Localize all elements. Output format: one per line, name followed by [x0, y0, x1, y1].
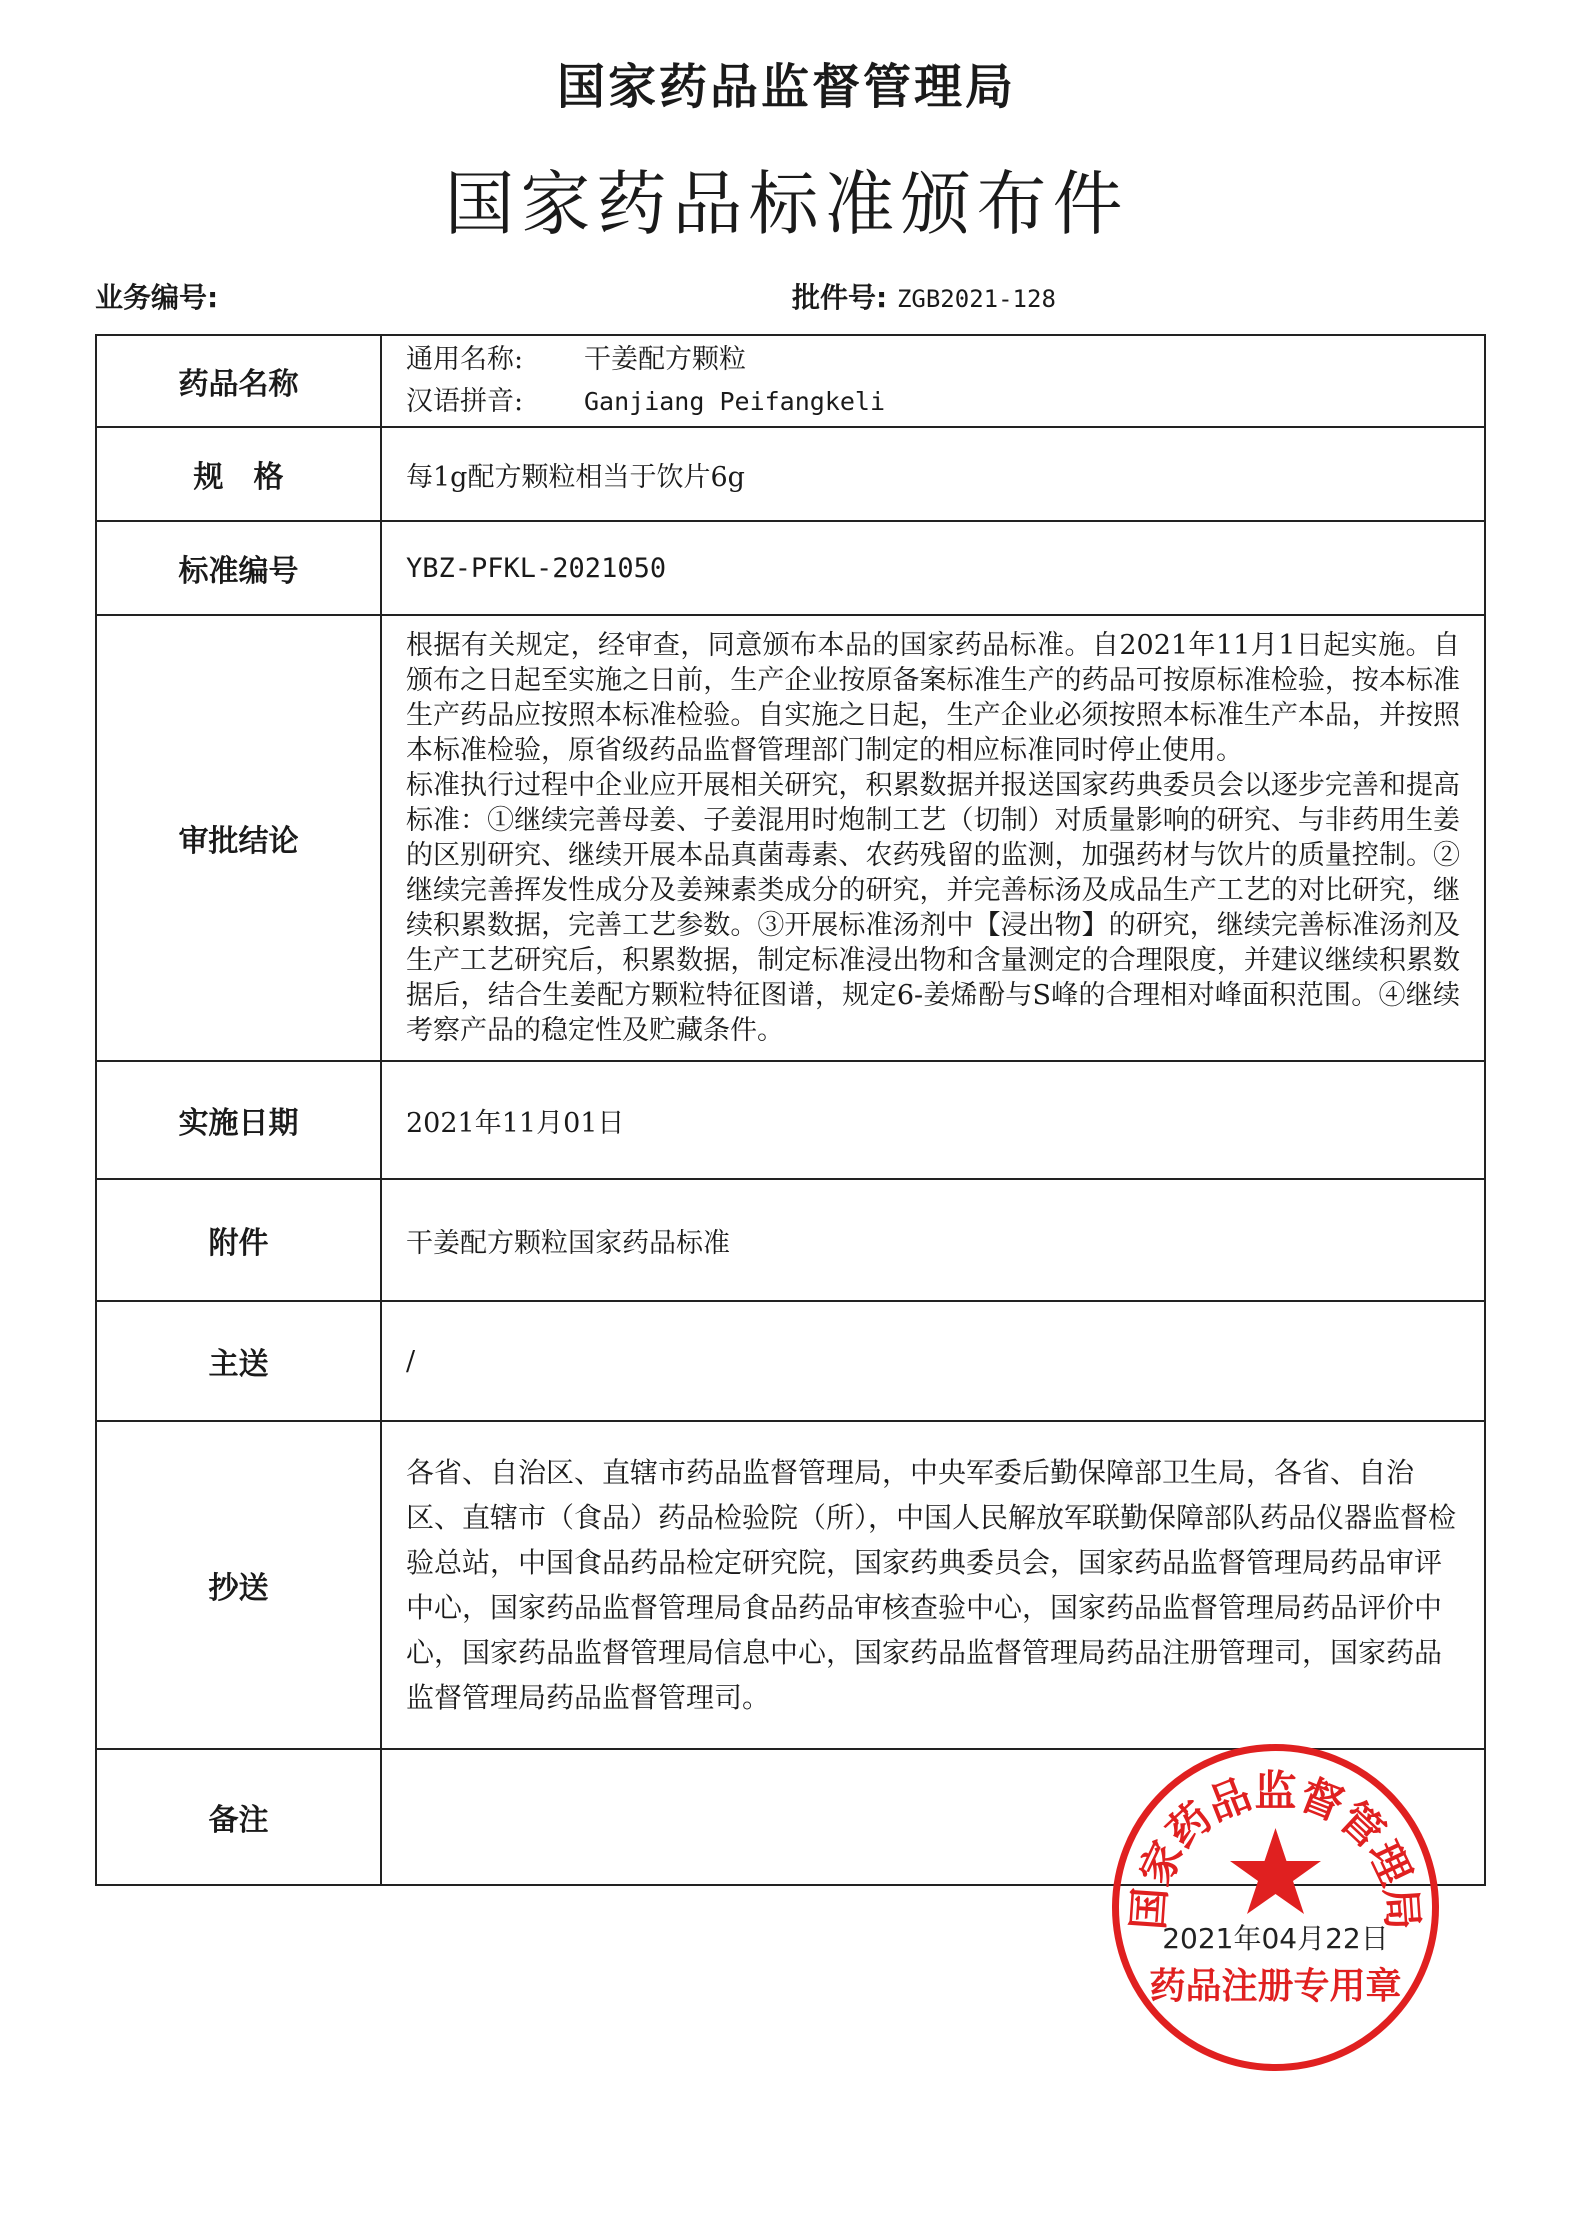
- business-number-label: 业务编号:: [95, 281, 219, 314]
- document-title: 国家药品标准颁布件: [444, 163, 1129, 245]
- main-send-label: 主送: [96, 1301, 381, 1421]
- seal-graphic: [1108, 1740, 1443, 2075]
- seal-ring-text: 国家药品监督管理局: [1123, 1766, 1428, 1932]
- issuing-agency: 国家药品监督管理局: [556, 59, 1016, 115]
- conclusion-cell: [381, 615, 1485, 1061]
- row-conclusion: [96, 615, 1485, 1061]
- cc-label: 抄送: [96, 1421, 381, 1749]
- official-seal: [1108, 1740, 1443, 2075]
- spec-label: 规 格: [96, 427, 381, 521]
- spec-value: 每1g配方颗粒相当于饮片6g: [381, 427, 1485, 521]
- cc-value: 各省、自治区、直辖市药品监督管理局，中央军委后勤保障部卫生局，各省、自治区、直辖市（食品）药品检验院（所），中国人民解放军联勤保障部队药品仪器监督检验总站，中国食品药品检定研究院，国家药典委员会，国家药品监督管理局药品审评中心，国家药品监督管理局食品药品审核查验中心，国家药品监督管理局药品评价中心，国家药品监督管理局信息中心，国家药品监督管理局药品注册管理司，国家药品监督管理局药品监督管理司。: [406, 1456, 1457, 1714]
- pinyin-value: Ganjiang Peifangkeli: [584, 387, 886, 416]
- approval-form-table: [95, 334, 1486, 1886]
- row-main-send: [96, 1301, 1485, 1421]
- row-effective-date: [96, 1061, 1485, 1179]
- generic-name-line: [406, 339, 1460, 381]
- drug-name-label: 药品名称: [96, 335, 381, 427]
- conclusion-label: 审批结论: [96, 615, 381, 1061]
- cc-cell: [381, 1421, 1485, 1749]
- effective-date-label: 实施日期: [96, 1061, 381, 1179]
- seal-date: 2021年04月22日: [1162, 1922, 1389, 1955]
- remarks-label: 备注: [96, 1749, 381, 1885]
- generic-name-value: 干姜配方颗粒: [584, 344, 746, 375]
- approval-number-value: ZGB2021-128: [896, 285, 1056, 313]
- main-send-value: /: [381, 1301, 1485, 1421]
- drug-name-cell: [381, 335, 1485, 427]
- pinyin-label: 汉语拼音:: [406, 386, 524, 417]
- row-standard-number: [96, 521, 1485, 615]
- conclusion-paragraph-2: 标准执行过程中企业应开展相关研究，积累数据并报送国家药典委员会以逐步完善和提高标准：①继续完善母姜、子姜混用时炮制工艺（切制）对质量影响的研究、与非药用生姜的区别研究、继续开展本品真菌毒素、农药残留的监测，加强药材与饮片的质量控制。②继续完善挥发性成分及姜辣素类成分的研究，并完善标汤及成品生产工艺的对比研究，继续积累数据，完善工艺参数。③开展标准汤剂中【浸出物】的研究，继续完善标准汤剂及生产工艺研究后，积累数据，制定标准浸出物和含量测定的合理限度，并建议继续积累数据后，结合生姜配方颗粒特征图谱，规定6-姜烯酚与S峰的合理相对峰面积范围。④继续考察产品的稳定性及贮藏条件。: [406, 770, 1460, 1046]
- approval-number-label: 批件号:: [792, 281, 888, 314]
- standard-number-label: 标准编号: [96, 521, 381, 615]
- row-attachment: [96, 1179, 1485, 1301]
- approval-number: [792, 276, 1056, 316]
- row-drug-name: [96, 335, 1485, 427]
- seal-label: 药品注册专用章: [1149, 1966, 1402, 2007]
- attachment-label: 附件: [96, 1179, 381, 1301]
- generic-name-label: 通用名称:: [406, 344, 524, 375]
- pinyin-line: [406, 381, 1460, 423]
- seal-star-icon: [1230, 1828, 1321, 1914]
- business-number: [95, 276, 218, 316]
- row-cc: [96, 1421, 1485, 1749]
- conclusion-paragraph-1: 根据有关规定，经审查，同意颁布本品的国家药品标准。自2021年11月1日起实施。自颁布之日起至实施之日前，生产企业按原备案标准生产的药品可按原标准检验，按本标准生产药品应按照本标准检验。自实施之日起，生产企业必须按照本标准生产本品，并按照本标准检验，原省级药品监督管理部门制定的相应标准同时停止使用。: [406, 630, 1460, 766]
- attachment-value: 干姜配方颗粒国家药品标准: [381, 1179, 1485, 1301]
- effective-date-value: 2021年11月01日: [381, 1061, 1485, 1179]
- row-spec: [96, 427, 1485, 521]
- standard-number-value: YBZ-PFKL-2021050: [381, 521, 1485, 615]
